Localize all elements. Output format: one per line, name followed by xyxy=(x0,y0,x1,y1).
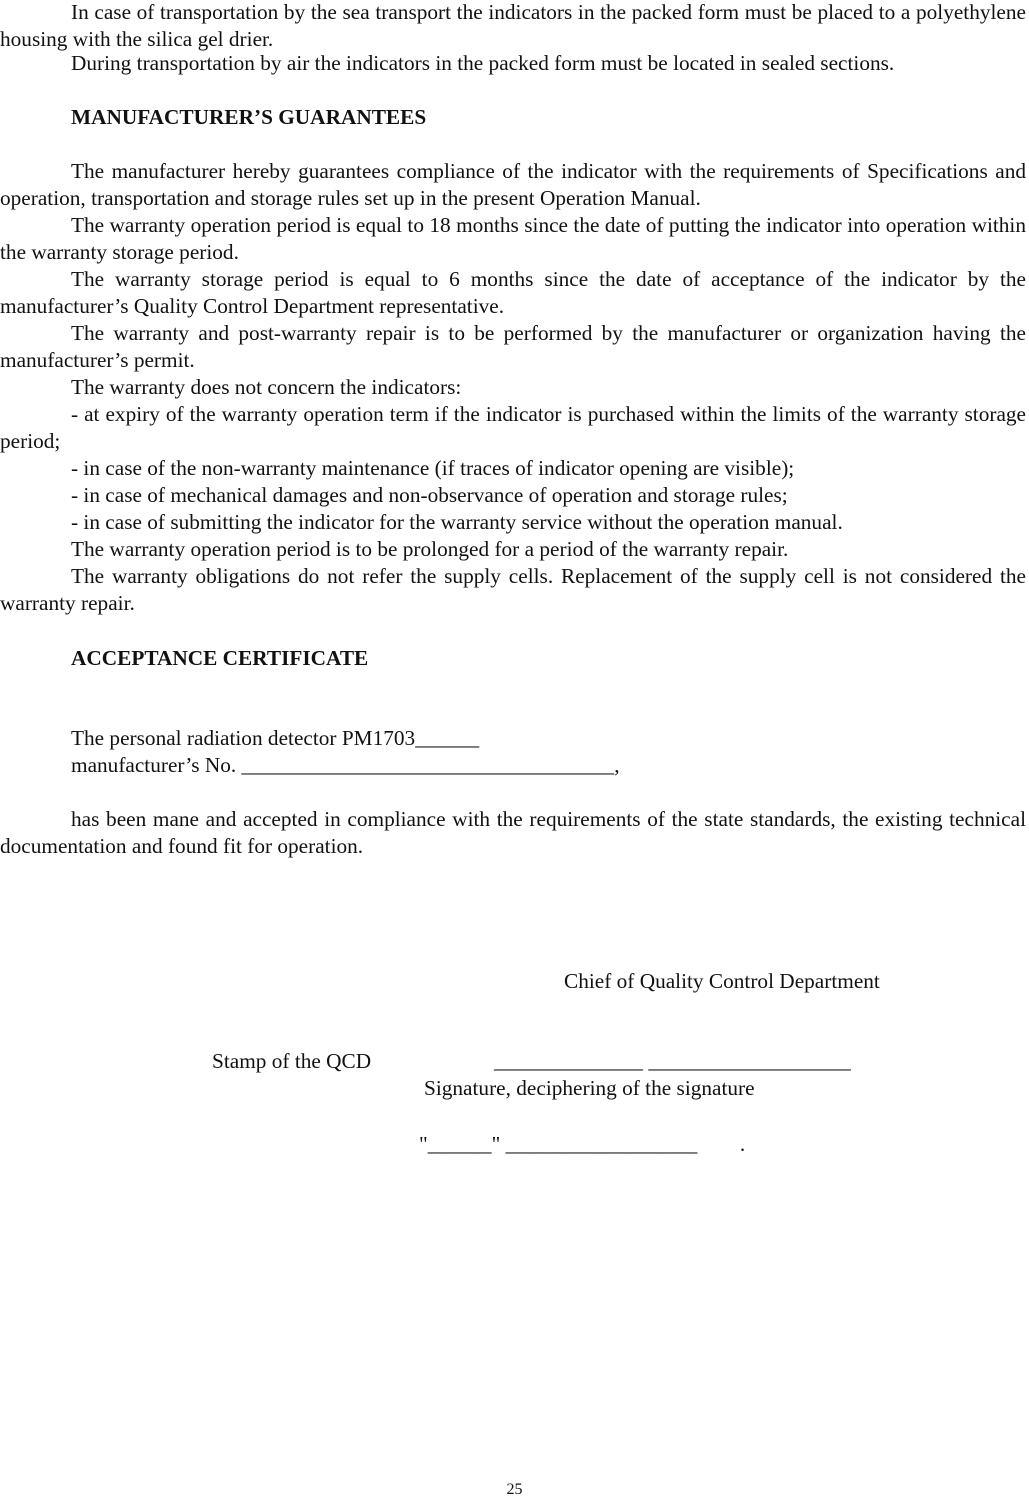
signature-blanks: ______________ ___________________ xyxy=(494,1049,851,1073)
guarantee-paragraph-8: - in case of mechanical damages and non-observance of operation and storage rules; xyxy=(71,483,788,507)
guarantee-paragraph-3: The warranty storage period is equal to 6 months since the date of acceptance of the indicator by the manufacturer’s Quality Control Department representative. xyxy=(0,267,1026,318)
serial-number-line: manufacturer’s No. ___________________________________, xyxy=(71,753,620,777)
page-number: 25 xyxy=(506,1481,523,1498)
date-line: "______" __________________ . xyxy=(419,1132,746,1156)
guarantee-paragraph-4: The warranty and post-warranty repair is to be performed by the manufacturer or organization having the manufacturer’s permit. xyxy=(0,321,1026,372)
guarantee-paragraph-11: The warranty obligations do not refer the supply cells. Replacement of the supply cell is not considered the warranty repair. xyxy=(0,564,1026,615)
chief-title: Chief of Quality Control Department xyxy=(564,969,880,993)
certificate-heading: ACCEPTANCE CERTIFICATE xyxy=(71,646,369,670)
stamp-label: Stamp of the QCD xyxy=(212,1049,372,1073)
guarantee-paragraph-1: The manufacturer hereby guarantees compliance of the indicator with the requirements of Specifications and operation, transportation and storage rules set up in the present Operation Manual. xyxy=(0,159,1026,210)
signature-caption: Signature, deciphering of the signature xyxy=(424,1076,755,1100)
guarantees-heading: MANUFACTURER’S GUARANTEES xyxy=(71,105,427,129)
air-transport-paragraph: During transportation by air the indicators in the packed form must be located in sealed sections. xyxy=(71,51,895,75)
detector-model-line: The personal radiation detector PM1703______ xyxy=(71,726,480,750)
guarantee-paragraph-7: - in case of the non-warranty maintenance (if traces of indicator opening are visible); xyxy=(71,456,795,480)
guarantee-paragraph-9: - in case of submitting the indicator for the warranty service without the operation manual. xyxy=(71,510,843,534)
guarantee-paragraph-6: - at expiry of the warranty operation term if the indicator is purchased within the limits of the warranty storage period; xyxy=(0,402,1026,453)
sea-transport-paragraph: In case of transportation by the sea transport the indicators in the packed form must be placed to a polyethylene housing with the silica gel drier. xyxy=(0,0,1026,51)
guarantee-paragraph-2: The warranty operation period is equal to 18 months since the date of putting the indicator into operation within the warranty storage period. xyxy=(0,213,1026,264)
guarantee-paragraph-10: The warranty operation period is to be prolonged for a period of the warranty repair. xyxy=(71,537,789,561)
acceptance-statement: has been mane and accepted in compliance with the requirements of the state standards, the existing technical documentation and found fit for operation. xyxy=(0,807,1026,858)
guarantee-paragraph-5: The warranty does not concern the indicators: xyxy=(71,375,462,399)
